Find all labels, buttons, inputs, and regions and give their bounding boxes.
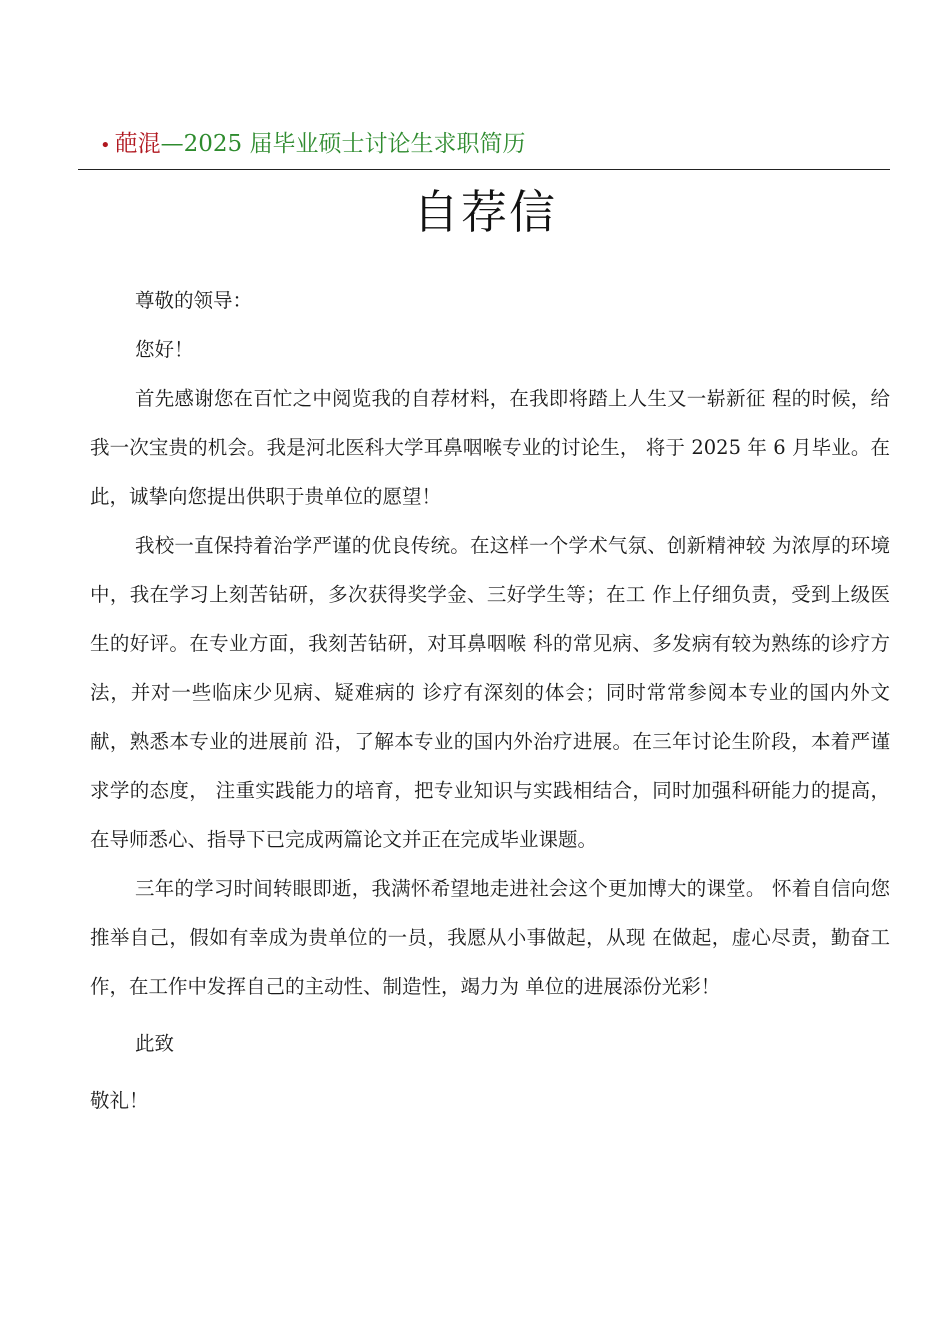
page-title: 自荐信 xyxy=(413,185,557,239)
greeting: 您好！ xyxy=(135,338,194,361)
header-bullet: • xyxy=(100,135,111,156)
paragraph-intro: 首先感谢您在百忙之中阅览我的自荐材料，在我即将踏上人生又一崭新征 程的时候，给我一次宝贵的机会。我是河北医科大学耳鼻咽喉专业的讨论生， 将于 2025 年 6 月毕业。在此，诚挚向您提出供职于贵单位的愿望！ xyxy=(90,387,890,508)
closing-text: 此致 xyxy=(135,1032,175,1055)
header-subtitle: —2025 届毕业硕士讨论生求职简历 xyxy=(160,131,526,157)
header-brand: 葩混 xyxy=(114,131,161,157)
resume-header xyxy=(100,128,525,162)
letter-body xyxy=(90,276,890,1123)
header-divider xyxy=(78,169,890,170)
salutation: 尊敬的领导： xyxy=(135,289,253,312)
paragraph-closing: 三年的学习时间转眼即逝，我满怀希望地走进社会这个更加博大的课堂。 怀着自信向您推举自己，假如有幸成为贵单位的一员，我愿从小事做起，从现 在做起，虚心尽责，勤奋工作，在工作中发挥自己的主动性、制造性，竭力为 单位的进展添份光彩！ xyxy=(90,877,890,998)
paragraph-study: 我校一直保持着治学严谨的优良传统。在这样一个学术气氛、创新精神较 为浓厚的环境中，我在学习上刻苦钻研，多次获得奖学金、三好学生等；在工 作上仔细负责，受到上级医生的好评。在专业方面，我刻苦钻研，对耳鼻咽喉 科的常见病、多发病有较为熟练的诊疗方法，并对一些临床少见病、疑难病的 诊疗有深刻的体会；同时常常参阅本专业的国内外文献，熟悉本专业的进展前 沿，了解本专业的国内外治疗进展。在三年讨论生阶段，本着严谨求学的态度， 注重实践能力的培育，把专业知识与实践相结合，同时加强科研能力的提高， 在导师悉心、指导下已完成两篇论文并正在完成毕业课题。 xyxy=(90,534,890,851)
regards-text: 敬礼！ xyxy=(90,1089,149,1112)
